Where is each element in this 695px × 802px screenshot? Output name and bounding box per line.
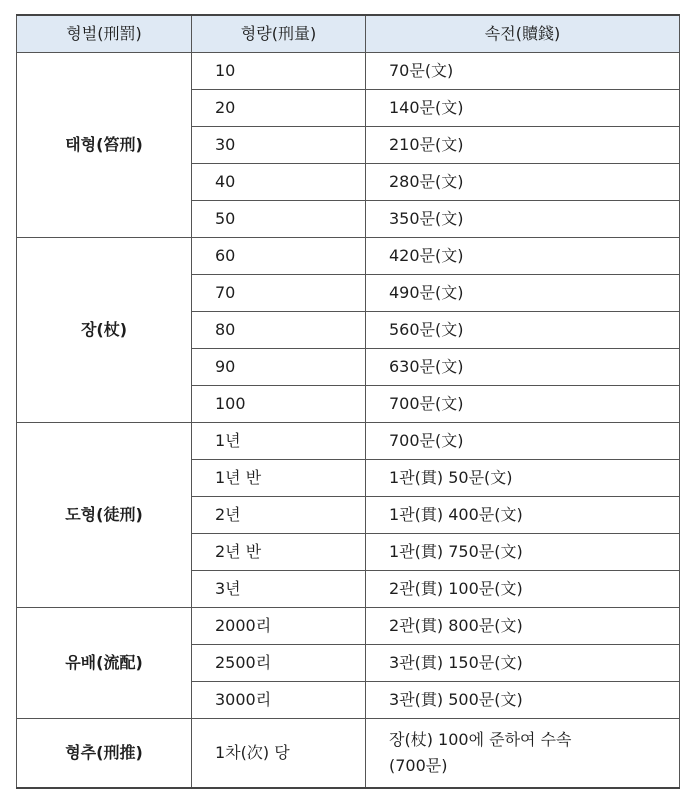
- fee-cell: 490문(文): [366, 275, 680, 312]
- fee-cell: 210문(文): [366, 127, 680, 164]
- sentence-cell: 40: [192, 164, 366, 201]
- fee-cell: 1관(貫) 50문(文): [366, 460, 680, 497]
- fee-cell: 1관(貫) 750문(文): [366, 534, 680, 571]
- sentence-cell: 3년: [192, 571, 366, 608]
- category-cell: 형추(刑推): [17, 719, 192, 789]
- table-row: [17, 719, 680, 789]
- sentence-cell: 20: [192, 90, 366, 127]
- penalty-fine-table: [16, 14, 680, 789]
- sentence-cell: 2000리: [192, 608, 366, 645]
- fee-cell: 70문(文): [366, 53, 680, 90]
- sentence-cell: 3000리: [192, 682, 366, 719]
- fee-cell: 420문(文): [366, 238, 680, 275]
- sentence-cell: 2년 반: [192, 534, 366, 571]
- header-sentence: 형량(刑量): [192, 15, 366, 53]
- fee-cell: 560문(文): [366, 312, 680, 349]
- fee-line-2: (700문): [389, 756, 448, 775]
- fee-cell: 2관(貫) 800문(文): [366, 608, 680, 645]
- category-cell: 태형(笞刑): [17, 53, 192, 238]
- category-cell: 장(杖): [17, 238, 192, 423]
- sentence-cell: 50: [192, 201, 366, 238]
- table-row: [17, 238, 680, 275]
- header-row: [17, 15, 680, 53]
- sentence-cell: 1차(次) 당: [192, 719, 366, 789]
- category-cell: 유배(流配): [17, 608, 192, 719]
- sentence-cell: 1년 반: [192, 460, 366, 497]
- fee-line-1: 장(杖) 100에 준하여 수속: [389, 730, 572, 750]
- fee-cell: 700문(文): [366, 386, 680, 423]
- category-cell: 도형(徒刑): [17, 423, 192, 608]
- sentence-cell: 10: [192, 53, 366, 90]
- sentence-cell: 60: [192, 238, 366, 275]
- fee-cell: 2관(貫) 100문(文): [366, 571, 680, 608]
- sentence-cell: 30: [192, 127, 366, 164]
- sentence-cell: 80: [192, 312, 366, 349]
- table-row: [17, 53, 680, 90]
- fee-cell: 280문(文): [366, 164, 680, 201]
- fee-cell: 140문(文): [366, 90, 680, 127]
- sentence-cell: 1년: [192, 423, 366, 460]
- sentence-cell: 90: [192, 349, 366, 386]
- fee-cell: 3관(貫) 150문(文): [366, 645, 680, 682]
- fee-cell: 3관(貫) 500문(文): [366, 682, 680, 719]
- fee-cell: 1관(貫) 400문(文): [366, 497, 680, 534]
- table-row: [17, 608, 680, 645]
- sentence-cell: 70: [192, 275, 366, 312]
- fee-cell-multiline: [366, 719, 680, 789]
- sentence-cell: 100: [192, 386, 366, 423]
- table-row: [17, 423, 680, 460]
- header-punishment: 형벌(刑罰): [17, 15, 192, 53]
- sentence-cell: 2년: [192, 497, 366, 534]
- sentence-cell: 2500리: [192, 645, 366, 682]
- penalty-table-container: [16, 14, 679, 789]
- fee-cell: 630문(文): [366, 349, 680, 386]
- fee-cell: 700문(文): [366, 423, 680, 460]
- fee-cell: 350문(文): [366, 201, 680, 238]
- header-redemption-fee: 속전(贖錢): [366, 15, 680, 53]
